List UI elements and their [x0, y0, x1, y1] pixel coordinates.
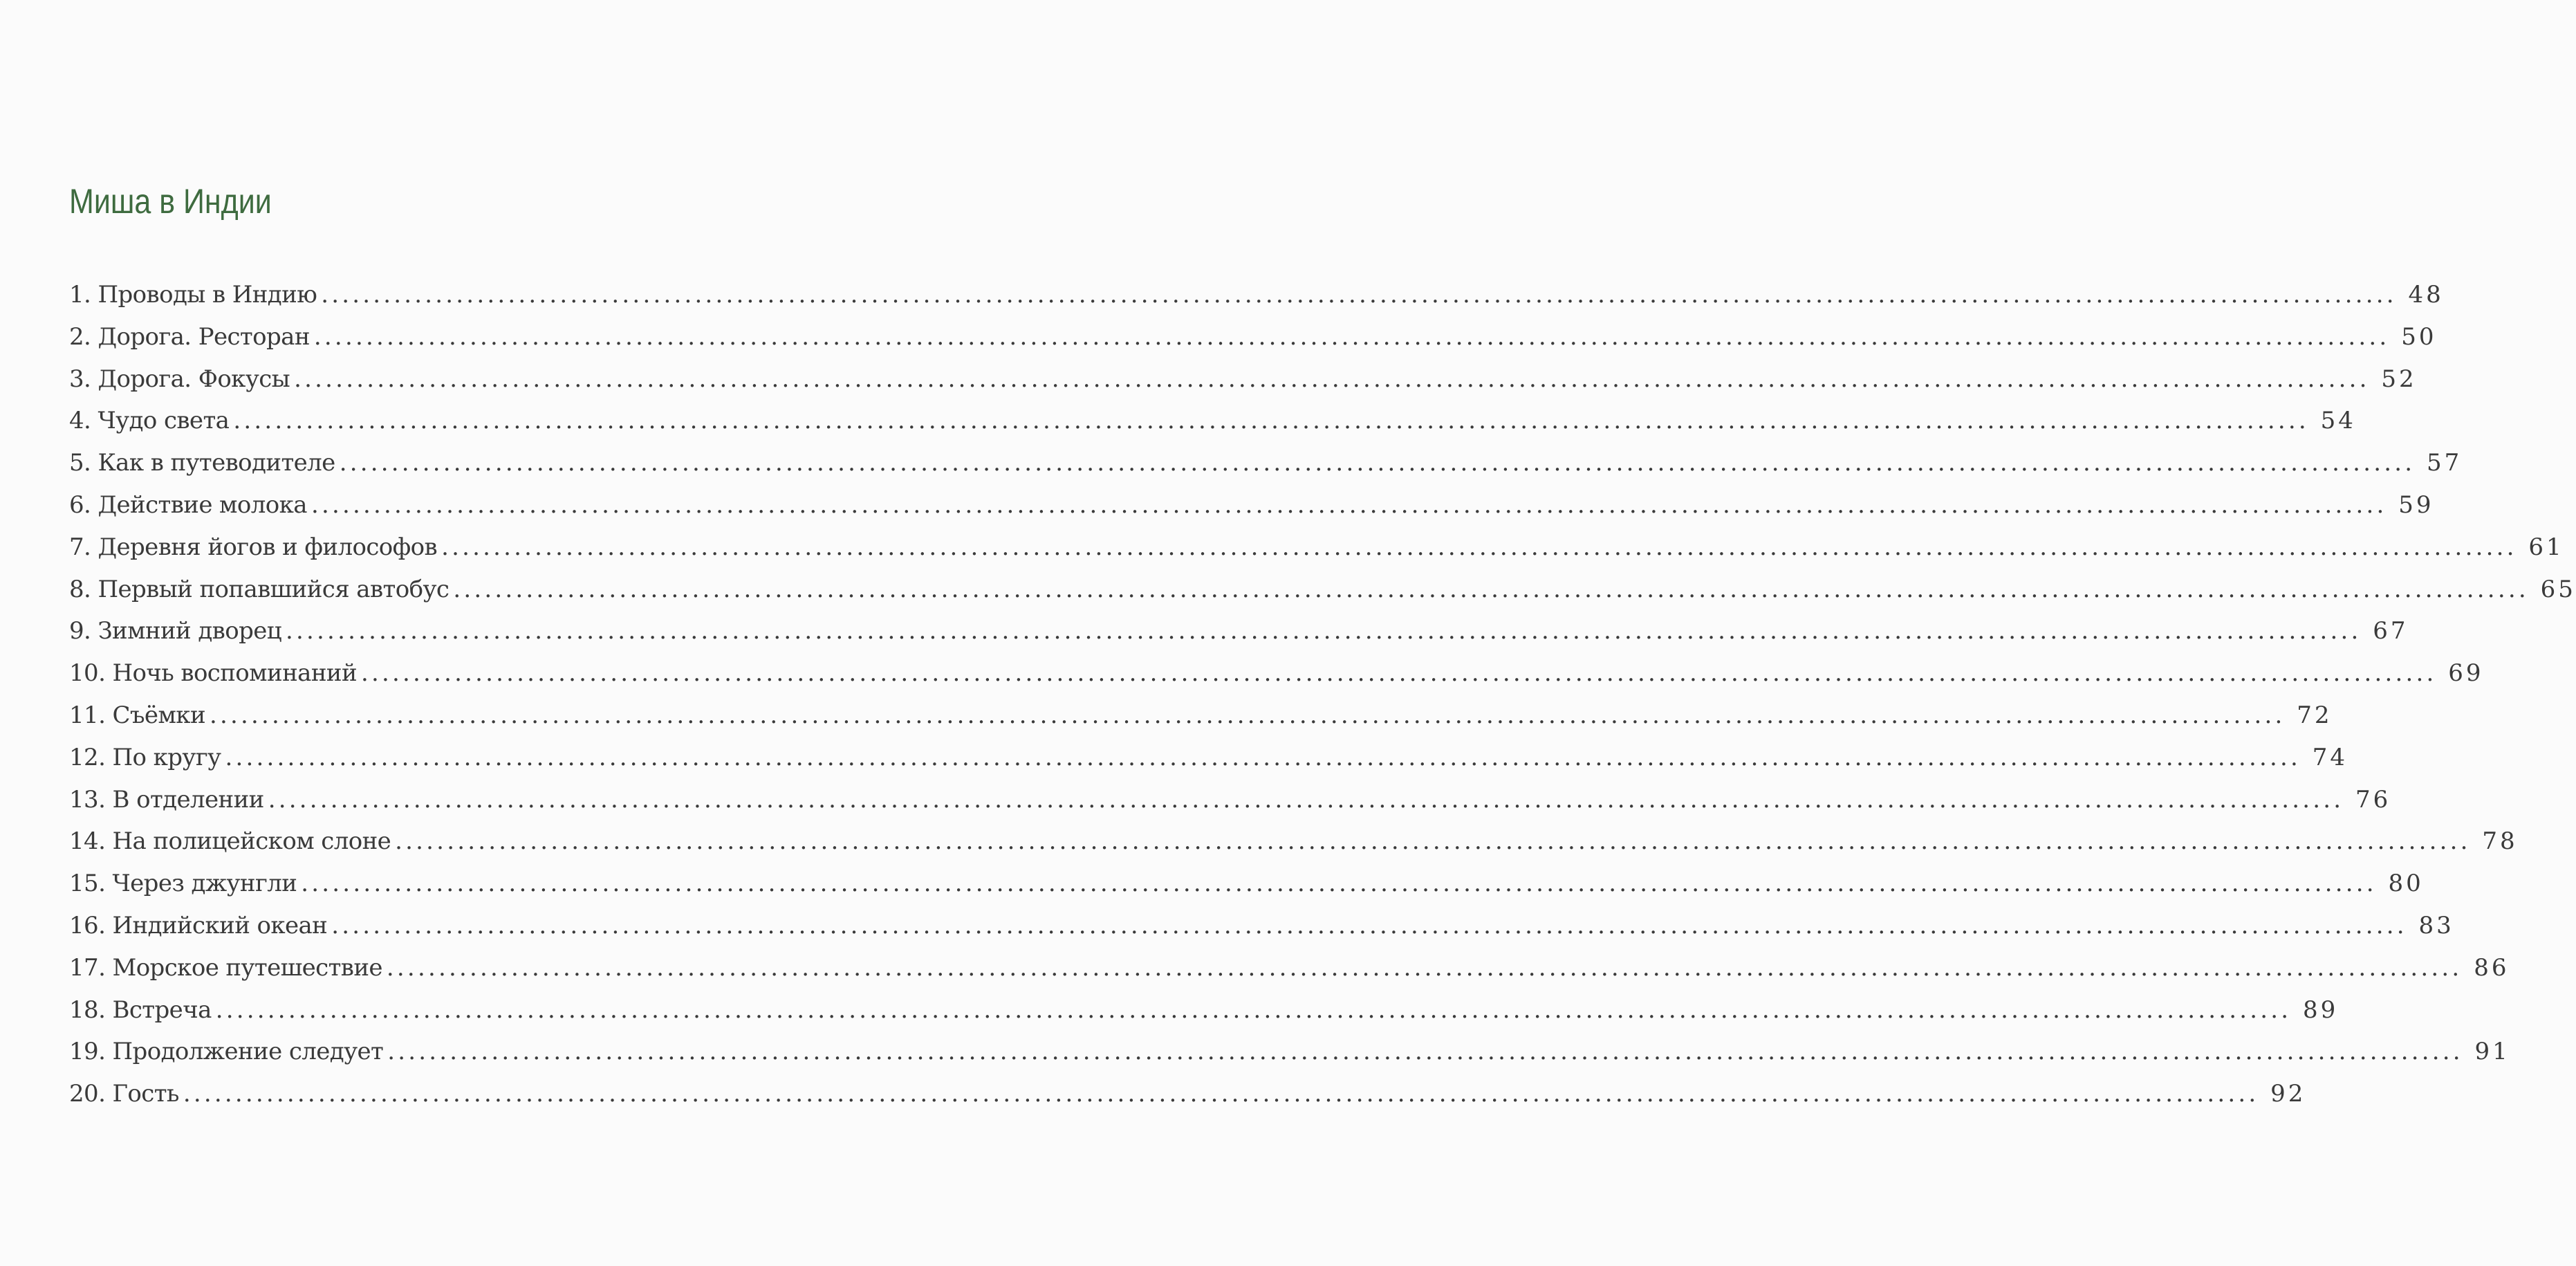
toc-entry — [69, 407, 2356, 449]
toc-entry-title: 4. Чудо света — [69, 407, 230, 435]
toc-entry — [69, 322, 2437, 365]
toc-entry-page-number: 52 — [2381, 365, 2417, 393]
toc-entry-page-number: 91 — [2474, 1038, 2510, 1066]
toc-leader-dots: ........................................................................................................................................................................................................ — [331, 911, 2407, 939]
toc-leader-dots: ........................................................................................................................................................................................................ — [301, 870, 2377, 898]
toc-entry — [69, 575, 2576, 618]
toc-entry — [69, 785, 2391, 828]
toc-leader-dots: ........................................................................................................................................................................................................ — [321, 281, 2397, 309]
toc-entry — [69, 490, 2434, 533]
toc-leader-dots: ........................................................................................................................................................................................................ — [225, 743, 2301, 771]
toc-entry-page-number: 48 — [2408, 281, 2444, 309]
toc-entry-title: 17. Морское путешествие — [69, 953, 382, 982]
toc-entry-page-number: 86 — [2474, 953, 2510, 982]
toc-entry-title: 15. Через джунгли — [69, 870, 297, 898]
toc-entry-title: 6. Действие молока — [69, 490, 307, 519]
toc-entry-page-number: 89 — [2303, 996, 2339, 1024]
toc-entry-page-number: 83 — [2418, 911, 2454, 939]
toc-entry — [69, 1080, 2306, 1122]
toc-leader-dots: ........................................................................................................................................................................................................ — [453, 575, 2529, 603]
toc-leader-dots: ........................................................................................................................................................................................................ — [294, 365, 2370, 393]
toc-entry — [69, 911, 2454, 954]
toc-leader-dots: ........................................................................................................................................................................................................ — [313, 322, 2390, 351]
toc-entry — [69, 827, 2518, 870]
toc-leader-dots: ........................................................................................................................................................................................................ — [268, 785, 2344, 814]
toc-entry — [69, 617, 2409, 659]
toc-entry — [69, 659, 2484, 701]
toc-leader-dots: ........................................................................................................................................................................................................ — [387, 1038, 2463, 1066]
toc-leader-dots: ........................................................................................................................................................................................................ — [183, 1080, 2259, 1108]
toc-entry-page-number: 72 — [2297, 701, 2333, 729]
toc-leader-dots: ........................................................................................................................................................................................................ — [395, 827, 2471, 856]
section-title: Миша в Индии — [69, 182, 272, 221]
toc-entry-page-number: 74 — [2312, 743, 2348, 771]
toc-entry-page-number: 61 — [2528, 533, 2564, 561]
toc-entry-title: 13. В отделении — [69, 785, 264, 814]
toc-entry-title: 1. Проводы в Индию — [69, 281, 317, 309]
toc-entry — [69, 870, 2424, 912]
toc-entry — [69, 701, 2333, 744]
toc-leader-dots: ........................................................................................................................................................................................................ — [361, 659, 2437, 688]
toc-entry — [69, 743, 2348, 786]
toc-entry-page-number: 92 — [2270, 1080, 2306, 1108]
toc-entry — [69, 365, 2417, 407]
toc-entry-page-number: 54 — [2320, 407, 2356, 435]
toc-entry-title: 14. На полицейском слоне — [69, 827, 391, 856]
toc-leader-dots: ........................................................................................................................................................................................................ — [233, 407, 2309, 435]
toc-entry-page-number: 69 — [2448, 659, 2484, 688]
toc-entry-title: 9. Зимний дворец — [69, 617, 282, 645]
toc-entry-title: 2. Дорога. Ресторан — [69, 322, 310, 351]
toc-entry-page-number: 76 — [2355, 785, 2391, 814]
toc-leader-dots: ........................................................................................................................................................................................................ — [210, 701, 2286, 729]
toc-leader-dots: ........................................................................................................................................................................................................ — [215, 996, 2292, 1024]
toc-leader-dots: ........................................................................................................................................................................................................ — [311, 490, 2387, 519]
toc-entry — [69, 449, 2463, 491]
toc-entry — [69, 1038, 2510, 1080]
toc-entry-title: 11. Съёмки — [69, 701, 206, 729]
toc-entry-title: 8. Первый попавшийся автобус — [69, 575, 450, 603]
toc-leader-dots: ........................................................................................................................................................................................................ — [339, 449, 2416, 477]
toc-entry-page-number: 50 — [2401, 322, 2437, 351]
toc-entry-title: 16. Индийский океан — [69, 911, 328, 939]
toc-entry-title: 19. Продолжение следует — [69, 1038, 384, 1066]
toc-entry-page-number: 78 — [2482, 827, 2518, 856]
toc-entry-title: 10. Ночь воспоминаний — [69, 659, 358, 688]
toc-entry-page-number: 65 — [2540, 575, 2576, 603]
toc-entry-title: 18. Встреча — [69, 996, 212, 1024]
toc-entry — [69, 996, 2339, 1038]
toc-entry-title: 3. Дорога. Фокусы — [69, 365, 290, 393]
toc-entry-title: 12. По кругу — [69, 743, 221, 771]
toc-leader-dots: ........................................................................................................................................................................................................ — [441, 533, 2517, 561]
toc-leader-dots: ........................................................................................................................................................................................................ — [286, 617, 2362, 645]
toc-entry — [69, 281, 2444, 323]
toc-entry-title: 7. Деревня йогов и философов — [69, 533, 438, 561]
toc-entry-title: 20. Гость — [69, 1080, 179, 1108]
toc-entry-title: 5. Как в путеводителе — [69, 449, 335, 477]
toc-entry-page-number: 67 — [2373, 617, 2409, 645]
toc-entry-page-number: 80 — [2388, 870, 2424, 898]
toc-entry — [69, 953, 2510, 996]
table-of-contents — [69, 281, 2576, 1122]
toc-entry-page-number: 59 — [2398, 490, 2434, 519]
toc-leader-dots: ........................................................................................................................................................................................................ — [386, 953, 2463, 982]
toc-entry-page-number: 57 — [2426, 449, 2463, 477]
toc-entry — [69, 533, 2564, 576]
